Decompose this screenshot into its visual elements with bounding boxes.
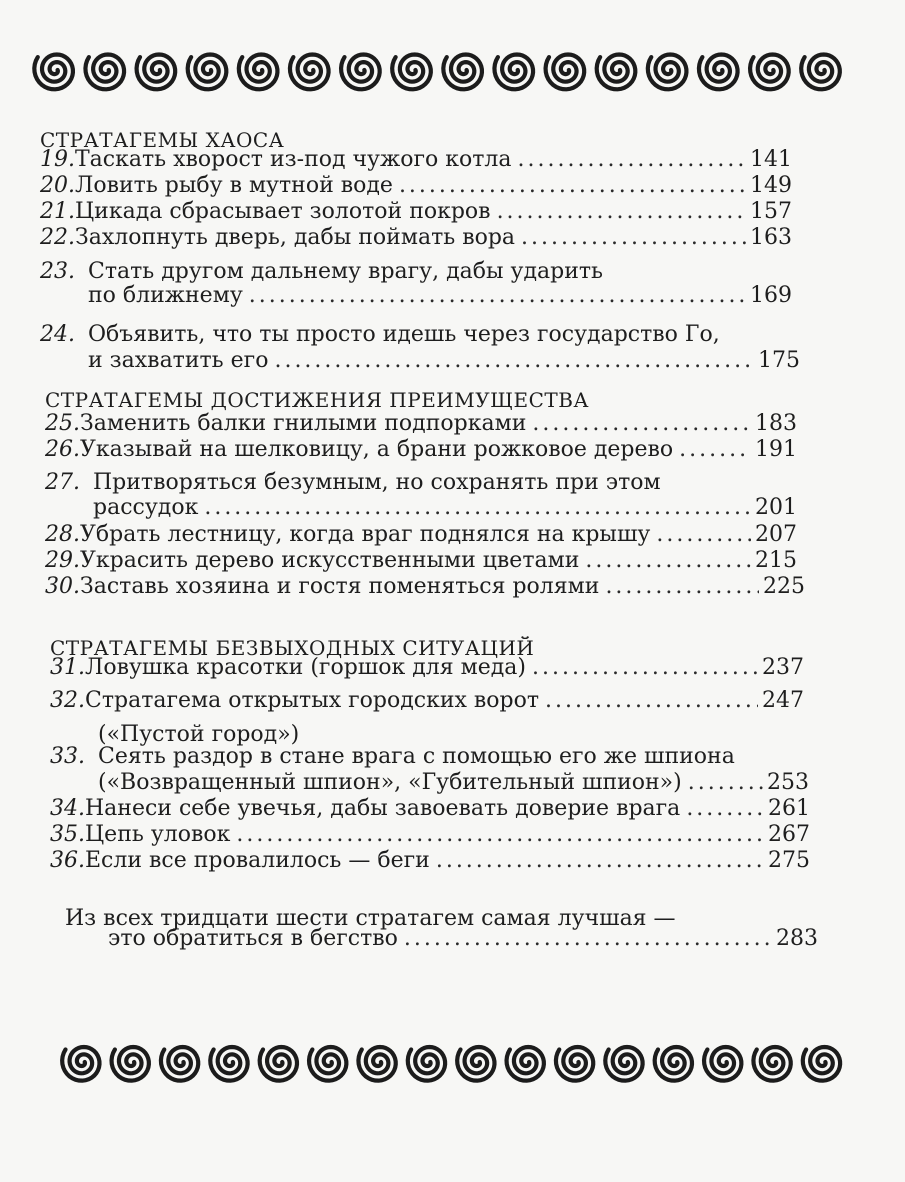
page-number: 247 xyxy=(762,688,804,713)
spiral-motif xyxy=(210,1047,247,1081)
entry-number: 30. xyxy=(45,574,80,599)
leader-dots xyxy=(399,173,746,198)
spiral-motif xyxy=(392,55,431,90)
entry-title: Нанеси себе увечья, дабы завоевать доверие врага xyxy=(85,796,681,821)
spiral-motif xyxy=(239,55,278,90)
page-number: 201 xyxy=(755,495,797,520)
entry-title: Заставь хозяина и гостя поменяться ролями xyxy=(80,574,600,599)
section-title-advantage: СТРАТАГЕМЫ ДОСТИЖЕНИЯ ПРЕИМУЩЕСТВА xyxy=(45,388,590,412)
entry-number: 35. xyxy=(50,822,85,847)
toc-entry-22 xyxy=(40,225,792,250)
entry-title: Цепь уловок xyxy=(85,822,231,847)
spiral-motif xyxy=(801,55,840,90)
leader-dots xyxy=(656,522,751,547)
section-title-hopeless: СТРАТАГЕМЫ БЕЗВЫХОДНЫХ СИТУАЦИЙ xyxy=(50,636,535,660)
toc-entry-31 xyxy=(50,655,804,680)
entry-number: 33. xyxy=(50,744,85,769)
spiral-motif xyxy=(309,1047,346,1081)
spiral-motif xyxy=(290,55,329,90)
spiral-motif xyxy=(648,55,687,90)
entry-number: 32. xyxy=(50,688,85,713)
leader-dots xyxy=(249,283,746,308)
entry-number: 31. xyxy=(50,655,85,680)
toc-entry-20 xyxy=(40,173,792,198)
entry-number: 25. xyxy=(45,411,80,436)
spiral-motif xyxy=(605,1047,642,1081)
leader-dots xyxy=(204,495,751,520)
spiral-motif xyxy=(443,55,482,90)
toc-entry-35 xyxy=(50,822,810,847)
entry-title-continued: по ближнему xyxy=(88,283,243,308)
entry-title-continued: рассудок xyxy=(93,495,199,520)
toc-entry-27 xyxy=(45,470,797,495)
entry-title: Стратагема открытых городских ворот xyxy=(85,688,540,713)
section-title-chaos: СТРАТАГЕМЫ ХАОСА xyxy=(40,128,285,152)
entry-number: 23. xyxy=(40,259,75,284)
entry-title: Таскать хворост из-под чужого котла xyxy=(75,147,512,172)
entry-title: Заменить балки гнилыми подпорками xyxy=(80,411,527,436)
spiral-motif xyxy=(85,55,124,90)
page-number: 157 xyxy=(750,199,792,224)
top-spiral-ornament xyxy=(0,28,905,108)
leader-dots xyxy=(518,147,746,172)
spiral-motif xyxy=(188,55,227,90)
toc-final-entry-cont xyxy=(108,926,818,951)
bottom-spiral-ornament xyxy=(0,1020,905,1100)
spiral-motif xyxy=(408,1047,445,1081)
spiral-motif xyxy=(556,1047,593,1081)
entry-number: 27. xyxy=(45,470,80,495)
entry-title: Убрать лестницу, когда враг поднялся на крышу xyxy=(80,522,651,547)
page-number: 253 xyxy=(767,770,809,795)
leader-dots xyxy=(521,225,746,250)
toc-entry-26 xyxy=(45,437,797,462)
entry-title: Стать другом дальнему врагу, дабы ударить xyxy=(88,259,604,284)
spiral-motif xyxy=(358,1047,395,1081)
entry-title: Объявить, что ты просто идешь через государство Го, xyxy=(88,322,720,347)
leader-dots xyxy=(688,770,763,795)
entry-title: Цикада сбрасывает золотой покров xyxy=(75,199,491,224)
spiral-motif xyxy=(699,55,738,90)
entry-number: 34. xyxy=(50,796,85,821)
toc-entry-25 xyxy=(45,411,797,436)
leader-dots xyxy=(605,574,759,599)
spiral-motif xyxy=(753,1047,790,1081)
toc-entry-30 xyxy=(45,574,805,599)
entry-number: 22. xyxy=(40,225,75,250)
toc-entry-28 xyxy=(45,522,797,547)
toc-entry-23 xyxy=(40,259,792,284)
spiral-motif xyxy=(34,55,73,90)
spiral-motif xyxy=(704,1047,741,1081)
leader-dots xyxy=(679,437,751,462)
leader-dots xyxy=(585,548,751,573)
spiral-motif xyxy=(457,1047,494,1081)
page-number: 237 xyxy=(762,655,804,680)
leader-dots xyxy=(686,796,764,821)
final-entry-title: Из всех тридцати шести стратагем самая лучшая — xyxy=(65,906,676,931)
toc-entry-36 xyxy=(50,848,810,873)
toc-entry-33-cont xyxy=(98,770,809,795)
entry-title: Украсить дерево искусственными цветами xyxy=(80,548,580,573)
entry-title: Сеять раздор в стане врага с помощью его же шпиона xyxy=(98,744,735,769)
toc-entry-24-cont2 xyxy=(88,336,800,373)
page-number: 283 xyxy=(776,926,818,951)
leader-dots xyxy=(532,655,758,680)
page-number: 141 xyxy=(750,147,792,172)
page-number: 275 xyxy=(768,848,810,873)
page-number: 183 xyxy=(755,411,797,436)
leader-dots xyxy=(545,688,758,713)
toc-entry-33 xyxy=(50,744,804,769)
spiral-motif xyxy=(260,1047,297,1081)
toc-entry-27-cont xyxy=(93,495,797,520)
entry-title-continued: и захватить его xyxy=(88,348,269,373)
entry-title: Захлопнуть дверь, дабы поймать вора xyxy=(75,225,516,250)
toc-entry-32 xyxy=(50,688,804,713)
entry-title: Указывай на шелковицу, а брани рожковое дерево xyxy=(80,437,674,462)
entry-title: Ловушка красотки (горшок для меда) xyxy=(85,655,526,680)
toc-entry-19 xyxy=(40,147,792,172)
leader-dots xyxy=(532,411,751,436)
leader-dots xyxy=(236,822,764,847)
leader-dots xyxy=(274,348,754,373)
toc-entry-29 xyxy=(45,548,797,573)
spiral-motif xyxy=(803,1047,840,1081)
entry-number: 21. xyxy=(40,199,75,224)
entry-title: Если все провалилось — беги xyxy=(85,848,430,873)
entry-number: 36. xyxy=(50,848,85,873)
toc-entry-23-cont xyxy=(88,283,792,308)
spiral-motif xyxy=(137,55,176,90)
page-number: 163 xyxy=(750,225,792,250)
entry-number: 19. xyxy=(40,147,75,172)
entry-number: 26. xyxy=(45,437,80,462)
page-number: 175 xyxy=(758,348,800,373)
final-entry-title-continued: это обратиться в бегство xyxy=(108,926,398,951)
spiral-motif xyxy=(507,1047,544,1081)
page-number: 261 xyxy=(768,796,810,821)
spiral-motif xyxy=(112,1047,149,1081)
page-number: 225 xyxy=(763,574,805,599)
spiral-motif xyxy=(161,1047,198,1081)
spiral-motif xyxy=(750,55,789,90)
spiral-motif xyxy=(494,55,533,90)
leader-dots xyxy=(436,848,764,873)
entry-title-continued: («Пустой город») xyxy=(98,722,300,747)
page-number: 267 xyxy=(768,822,810,847)
page-number: 169 xyxy=(750,283,792,308)
entry-number: 28. xyxy=(45,522,80,547)
spiral-motif xyxy=(546,55,585,90)
spiral-motif xyxy=(597,55,636,90)
page-number: 191 xyxy=(755,437,797,462)
page-number: 207 xyxy=(755,522,797,547)
leader-dots xyxy=(497,199,746,224)
entry-title: Ловить рыбу в мутной воде xyxy=(75,173,393,198)
page-number: 215 xyxy=(755,548,797,573)
leader-dots xyxy=(404,926,772,951)
spiral-motif xyxy=(62,1047,99,1081)
page-number: 149 xyxy=(750,173,792,198)
spiral-motif xyxy=(655,1047,692,1081)
toc-entry-34 xyxy=(50,796,810,821)
entry-number: 24. xyxy=(40,322,75,347)
entry-title-continued: («Возвращенный шпион», «Губительный шпион») xyxy=(98,770,682,795)
entry-number: 29. xyxy=(45,548,80,573)
entry-title: Притворяться безумным, но сохранять при этом xyxy=(93,470,661,495)
entry-number: 20. xyxy=(40,173,75,198)
spiral-motif xyxy=(341,55,380,90)
toc-entry-21 xyxy=(40,199,792,224)
